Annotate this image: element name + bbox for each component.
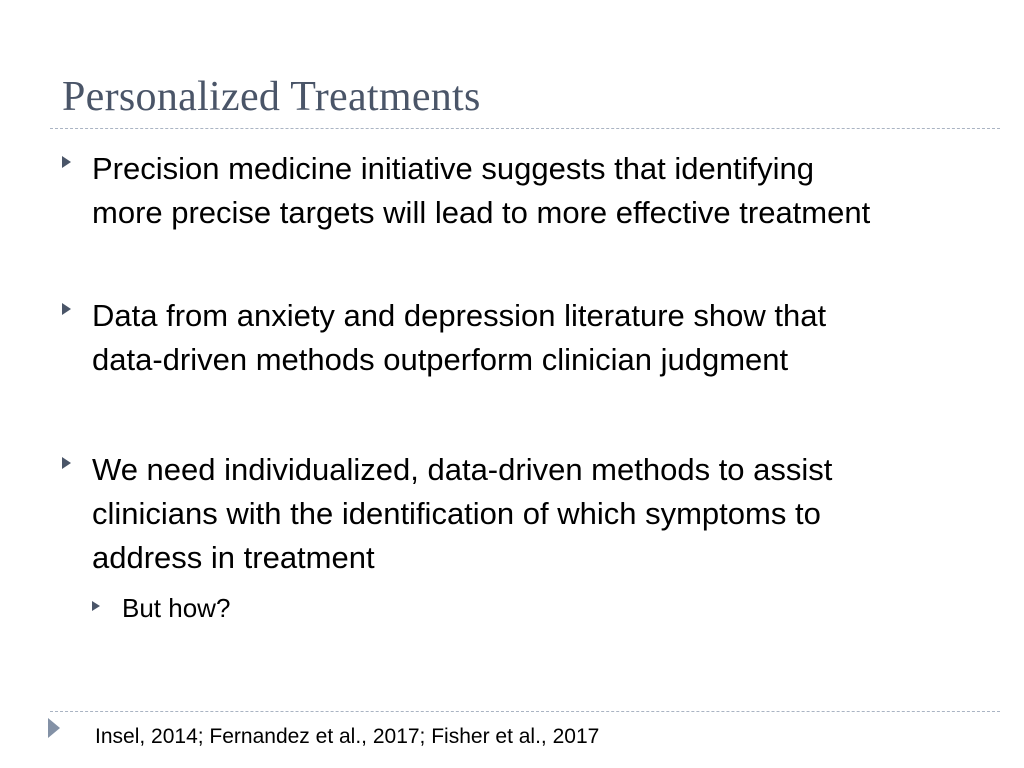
slide-title: Personalized Treatments	[62, 74, 481, 120]
bullet-item	[62, 147, 982, 235]
bullet-line: more precise targets will lead to more effective treatment	[92, 195, 871, 230]
bullet-line: Precision medicine initiative suggests that identifying	[92, 151, 814, 186]
bullet-text	[92, 294, 982, 382]
bullet-text	[92, 448, 982, 580]
bullet-triangle-icon	[62, 156, 71, 168]
bullet-item	[62, 448, 982, 580]
bullet-line: data-driven methods outperform clinician judgment	[92, 342, 789, 377]
sub-bullet-text: But how?	[122, 593, 231, 623]
sub-bullet-item	[92, 592, 792, 624]
bullet-line: clinicians with the identification of which symptoms to	[92, 496, 821, 531]
bullet-triangle-icon	[62, 303, 71, 315]
bullet-line: We need individualized, data-driven methods to assist	[92, 452, 833, 487]
bullet-text	[92, 147, 982, 235]
bullet-item	[62, 294, 982, 382]
footer-triangle-icon	[48, 718, 60, 738]
citation-text: Insel, 2014; Fernandez et al., 2017; Fisher et al., 2017	[95, 725, 600, 748]
title-divider	[50, 128, 1000, 129]
bullet-line: address in treatment	[92, 540, 375, 575]
sub-bullet-triangle-icon	[92, 601, 100, 611]
footer-divider	[50, 711, 1000, 712]
bullet-line: Data from anxiety and depression literature show that	[92, 298, 827, 333]
bullet-triangle-icon	[62, 457, 71, 469]
